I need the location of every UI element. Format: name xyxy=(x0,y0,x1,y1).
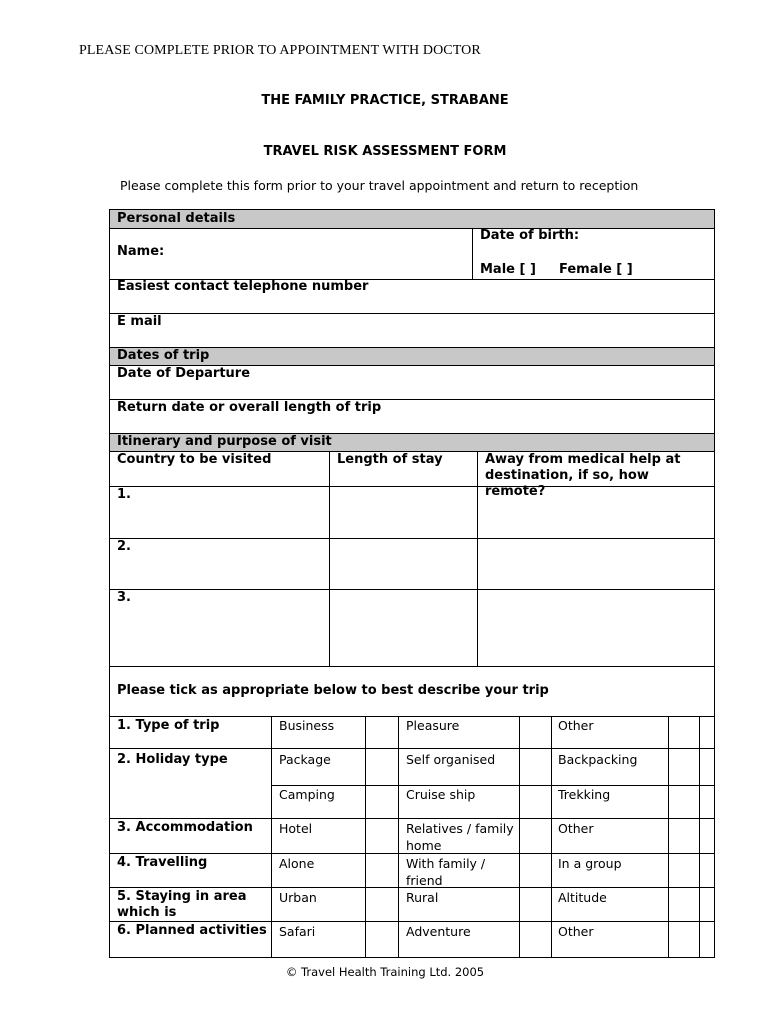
trip-type-label: 1. Type of trip xyxy=(117,718,220,733)
male-checkbox[interactable]: Male [ ] xyxy=(480,262,536,277)
phone-label: Easiest contact telephone number xyxy=(117,279,369,294)
travel-with-family: With family / friend xyxy=(406,856,486,888)
name-field[interactable] xyxy=(230,240,460,264)
activity-other: Other xyxy=(558,924,594,939)
holiday-type-label: 2. Holiday type xyxy=(117,752,228,767)
itinerary-row-2: 2. xyxy=(117,539,131,554)
away-field-3[interactable] xyxy=(482,593,710,661)
section-dates-label: Dates of trip xyxy=(117,348,210,363)
itinerary-row-3: 3. xyxy=(117,590,131,605)
col-length: Length of stay xyxy=(337,452,443,467)
away-field-2[interactable] xyxy=(482,542,710,586)
practice-name: THE FAMILY PRACTICE, STRABANE xyxy=(261,93,509,108)
holiday-package: Package xyxy=(279,752,331,767)
tick-box-business[interactable] xyxy=(367,718,396,747)
email-label: E mail xyxy=(117,314,162,329)
activities-label: 6. Planned activities xyxy=(117,923,267,938)
footer-copyright: © Travel Health Training Ltd. 2005 xyxy=(285,965,485,979)
return-field[interactable] xyxy=(385,402,710,432)
dob-label: Date of birth: xyxy=(480,228,580,243)
length-field-2[interactable] xyxy=(334,542,472,586)
section-personal-label: Personal details xyxy=(117,211,236,226)
col-away: Away from medical help at destination, if so, how remote? xyxy=(485,452,681,499)
holiday-camping: Camping xyxy=(279,787,335,802)
female-checkbox[interactable]: Female [ ] xyxy=(559,262,633,277)
area-label: 5. Staying in area which is xyxy=(117,889,247,920)
section-itinerary-label: Itinerary and purpose of visit xyxy=(117,434,332,449)
trip-type-pleasure: Pleasure xyxy=(406,718,460,733)
area-urban: Urban xyxy=(279,890,317,905)
dob-field[interactable] xyxy=(585,226,705,246)
form-title: TRAVEL RISK ASSESSMENT FORM xyxy=(263,144,507,159)
activity-safari: Safari xyxy=(279,924,316,939)
departure-field[interactable] xyxy=(260,368,710,398)
itinerary-row-1: 1. xyxy=(117,487,131,502)
name-label: Name: xyxy=(117,244,165,259)
return-label: Return date or overall length of trip xyxy=(117,400,382,415)
away-field-1[interactable] xyxy=(482,490,710,534)
travelling-label: 4. Travelling xyxy=(117,855,208,870)
area-altitude: Altitude xyxy=(558,890,607,905)
accom-relatives: Relatives / family home xyxy=(406,821,514,853)
accommodation-label: 3. Accommodation xyxy=(117,820,253,835)
holiday-self-organised: Self organised xyxy=(406,752,496,767)
length-field-3[interactable] xyxy=(334,593,472,661)
trip-type-business: Business xyxy=(279,718,335,733)
accom-other: Other xyxy=(558,821,594,836)
col-country: Country to be visited xyxy=(117,452,272,467)
holiday-cruise-ship: Cruise ship xyxy=(406,787,476,802)
trip-type-other: Other xyxy=(558,718,594,733)
email-field[interactable] xyxy=(170,316,710,346)
length-field-1[interactable] xyxy=(334,490,472,534)
phone-field[interactable] xyxy=(370,282,710,312)
activity-adventure: Adventure xyxy=(406,924,471,939)
intro-text: Please complete this form prior to your travel appointment and return to reception xyxy=(120,178,639,193)
travel-alone: Alone xyxy=(279,856,315,871)
holiday-backpacking: Backpacking xyxy=(558,752,638,767)
area-rural: Rural xyxy=(406,890,439,905)
assessment-form xyxy=(109,209,715,958)
accom-hotel: Hotel xyxy=(279,821,313,836)
departure-label: Date of Departure xyxy=(117,366,251,381)
appointment-notice: PLEASE COMPLETE PRIOR TO APPOINTMENT WITH DOCTOR xyxy=(79,43,481,58)
tick-prompt: Please tick as appropriate below to best describe your trip xyxy=(117,683,549,698)
travel-in-group: In a group xyxy=(558,856,622,871)
holiday-trekking: Trekking xyxy=(558,787,611,802)
